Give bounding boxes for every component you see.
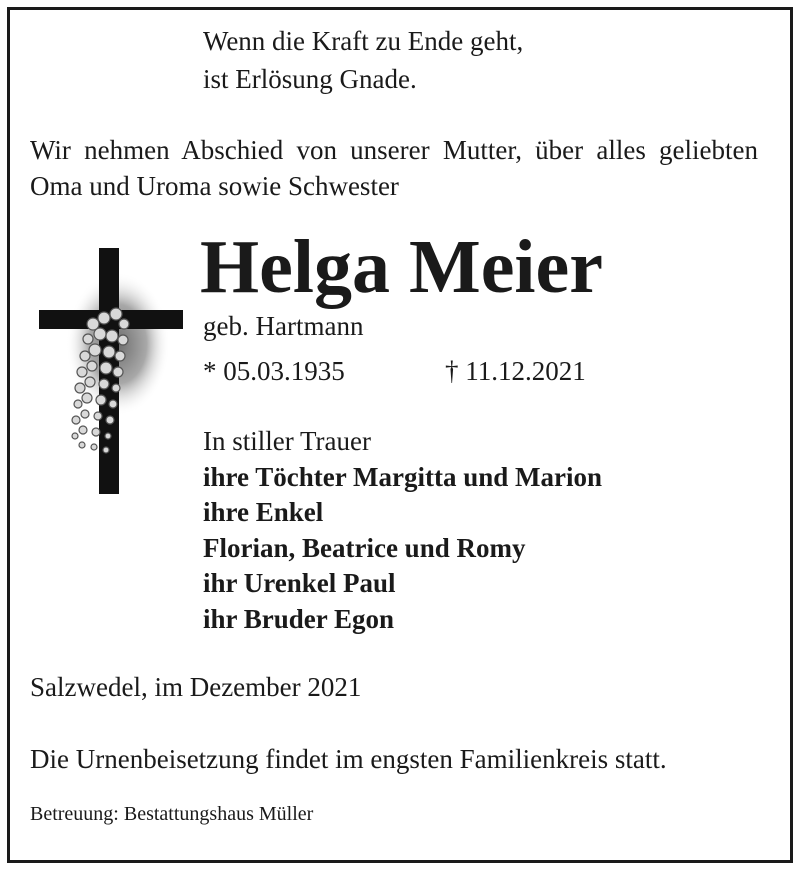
place-and-date: Salzwedel, im Dezember 2021 xyxy=(30,672,362,702)
birth-name: geb. Hartmann xyxy=(203,311,364,341)
death-date: † 11.12.2021 xyxy=(445,356,586,386)
funeral-home-note: Betreuung: Bestattungshaus Müller xyxy=(30,803,314,825)
motto-line-2: ist Erlösung Gnade. xyxy=(203,64,417,94)
urn-burial-note: Die Urnenbeisetzung findet im engsten Familienkreis statt. xyxy=(30,744,667,774)
mourner-line: ihr Urenkel Paul xyxy=(203,568,396,598)
birth-date: * 05.03.1935 xyxy=(203,356,345,386)
mourner-line: Florian, Beatrice und Romy xyxy=(203,532,526,563)
deceased-name: Helga Meier xyxy=(200,225,604,309)
mourner-line: ihre Töchter Margitta und Marion xyxy=(203,461,602,492)
mourner-line: ihre Enkel xyxy=(203,497,324,527)
cross-with-flowers-icon xyxy=(30,244,190,500)
motto-line-1: Wenn die Kraft zu Ende geht, xyxy=(203,26,524,56)
intro-text: Wir nehmen Abschied von unserer Mutter, über alles geliebten Oma und Uroma sowie Schwester xyxy=(30,135,758,201)
mourner-line: ihr Bruder Egon xyxy=(203,603,395,634)
motto xyxy=(203,22,523,98)
mourners-block xyxy=(203,424,602,637)
mourners-heading: In stiller Trauer xyxy=(203,426,371,456)
